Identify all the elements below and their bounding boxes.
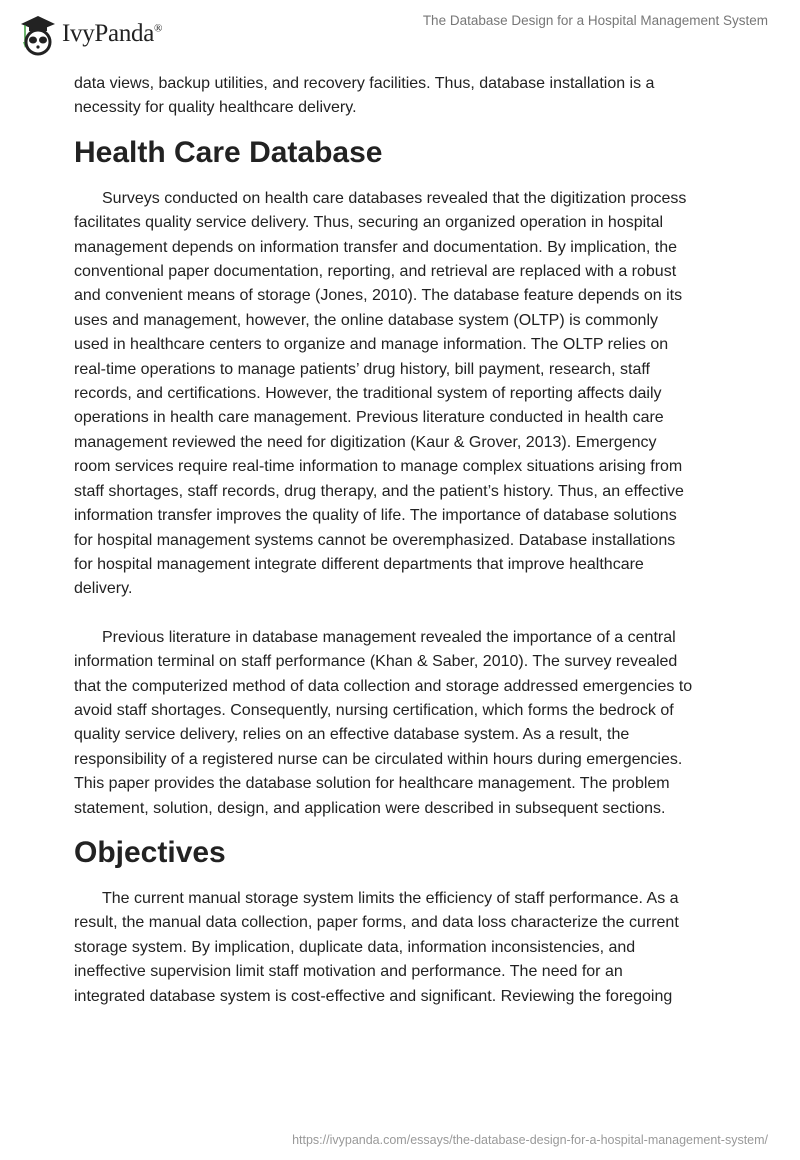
text-line: operations in health care management. Previous literature conducted in health care [74,409,664,427]
text-line: Surveys conducted on health care databases revealed that the digitization process [102,189,687,207]
paragraph [74,187,734,602]
text-line: staff shortages, staff records, drug therapy, and the patient’s history. Thus, an effective [74,482,684,500]
paragraph [74,72,734,121]
section-heading: Objectives [74,835,226,869]
text-line: Previous literature in database management revealed the importance of a central [102,628,676,646]
text-line: records, and certifications. However, the traditional system of reporting affects daily [74,385,662,403]
text-line: The current manual storage system limits the efficiency of staff performance. As a [102,889,679,907]
text-line: management depends on information transfer and documentation. By implication, the [74,238,678,256]
text-line: This paper provides the database solution for healthcare management. The problem [74,775,670,793]
document-title: The Database Design for a Hospital Management System [422,13,768,28]
text-line: real-time operations to manage patients’ drug history, bill payment, research, staff [74,360,650,378]
text-line: management reviewed the need for digitization (Kaur & Grover, 2013). Emergency [74,433,657,451]
panda-graduate-icon [18,12,58,56]
text-line: information terminal on staff performance (Khan & Saber, 2010). The survey revealed [74,653,678,671]
text-line: ineffective supervision limit staff motivation and performance. The need for an [74,963,623,981]
paragraph [74,887,734,1009]
text-line: delivery. [74,580,133,598]
text-line: avoid staff shortages. Consequently, nursing certification, which forms the bedrock of [74,701,674,719]
article-body [74,72,734,1009]
text-line: data views, backup utilities, and recovery facilities. Thus, database installation is a [74,75,655,92]
text-line: uses and management, however, the online database system (OLTP) is commonly [74,311,658,329]
text-line: room services require real-time information to manage complex situations arising from [74,458,683,476]
text-line: for hospital management systems cannot be overemphasized. Database installations [74,531,676,549]
text-line: that the computerized method of data collection and storage addressed emergencies to [74,677,693,695]
text-line: used in healthcare centers to organize and manage information. The OLTP relies on [74,336,669,354]
text-line: storage system. By implication, duplicate data, information inconsistencies, and [74,938,636,956]
source-url[interactable]: https://ivypanda.com/essays/the-database-design-for-a-hospital-management-system/ [292,1133,768,1147]
section-heading: Health Care Database [74,135,383,169]
text-line: result, the manual data collection, paper forms, and data loss characterize the current [74,914,679,932]
text-line: information transfer improves the quality of life. The importance of database solutions [74,507,677,525]
text-line: for hospital management integrate different departments that improve healthcare [74,555,644,573]
text-line: quality service delivery, relies on an effective database system. As a result, the [74,726,630,744]
text-line: necessity for quality healthcare delivery. [74,99,357,117]
text-line: statement, solution, design, and application were described in subsequent sections. [74,799,666,817]
brand-name: IvyPanda® [62,20,163,47]
text-line: facilitates quality service delivery. Thus, securing an organized operation in hospital [74,214,664,232]
text-line: and convenient means of storage (Jones, 2010). The database feature depends on its [74,287,683,305]
ivypanda-logo[interactable] [18,12,162,56]
text-line: conventional paper documentation, reporting, and retrieval are replaced with a robust [74,263,677,281]
text-line: integrated database system is cost-effective and significant. Reviewing the foregoing [74,987,673,1005]
paragraph [74,626,734,821]
text-line: responsibility of a registered nurse can be circulated within hours during emergencies. [74,750,683,768]
